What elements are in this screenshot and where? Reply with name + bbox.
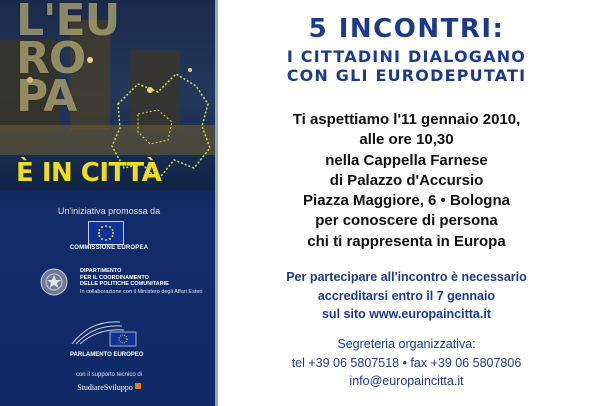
details-line-building: di Palazzo d'Accursio: [329, 171, 484, 189]
event-details: [218, 110, 595, 252]
event-info-panel: [218, 0, 595, 406]
details-line-purpose-2: chi ti rappresenta in Europa: [307, 232, 506, 250]
parliament-label: PARLAMENTO EUROPEO: [70, 352, 144, 358]
poster-panel: [0, 0, 218, 406]
notice-line-website: sul sito www.europaincitta.it: [321, 307, 491, 321]
big-letters-line-1: L'EU: [16, 0, 120, 46]
department-line-1: DIPARTIMENTO: [80, 268, 122, 274]
sponsor-logo: [0, 383, 218, 392]
details-line-time: alle ore 10,30: [359, 131, 454, 149]
details-line-venue: nella Cappella Farnese: [325, 151, 488, 169]
department-text: [80, 268, 212, 295]
big-letters-line-3: PA: [16, 71, 77, 122]
secretariat-email: info@europaincitta.it: [349, 374, 464, 388]
subhead-line-2: CON GLI EURODEPUTATI: [286, 66, 527, 85]
italian-republic-emblem-icon: [40, 268, 68, 296]
sponsor-name: StudiareSviluppo: [77, 383, 133, 392]
secretariat-contacts: [218, 335, 595, 391]
poster-tagline: È IN CITTÀ: [16, 158, 162, 188]
big-letters-line-2: RO: [16, 33, 86, 84]
registration-notice: [218, 268, 595, 324]
notice-line-1: Per partecipare all'incontro è necessario: [286, 270, 527, 284]
commission-label: COMMISSIONE EUROPEA: [69, 245, 149, 251]
commission-flag-icon: [88, 221, 124, 245]
promo-text: Un'iniziativa promossa da: [57, 206, 161, 216]
details-line-address: Piazza Maggiore, 6 • Bologna: [303, 192, 510, 210]
secretariat-phone-fax: tel +39 06 5807518 • fax +39 06 5807806: [291, 355, 522, 370]
details-line-purpose-1: per conoscere di persona: [315, 212, 498, 230]
support-text: con il supporto tecnico di: [75, 372, 143, 378]
parliament-logo-icon: [70, 318, 144, 348]
headline: 5 INCONTRI:: [308, 14, 505, 44]
department-subtitle: In collaborazione con il Ministero degli Affari Esteri: [80, 288, 203, 295]
sponsor-mark-icon: [135, 383, 141, 389]
details-line-date: Ti aspettiamo l'11 gennaio 2010,: [292, 111, 521, 128]
subhead-line-1: I CITTADINI DIALOGANO: [286, 47, 527, 66]
notice-line-2: accreditarsi entro il 7 gennaio: [317, 288, 496, 303]
department-line-2: PER IL COORDINAMENTO: [80, 274, 149, 281]
poster-big-letters: [16, 0, 216, 122]
secretariat-title: Segreteria organizzativa:: [337, 337, 476, 351]
department-line-3: DELLE POLITICHE COMUNITARIE: [80, 281, 169, 287]
